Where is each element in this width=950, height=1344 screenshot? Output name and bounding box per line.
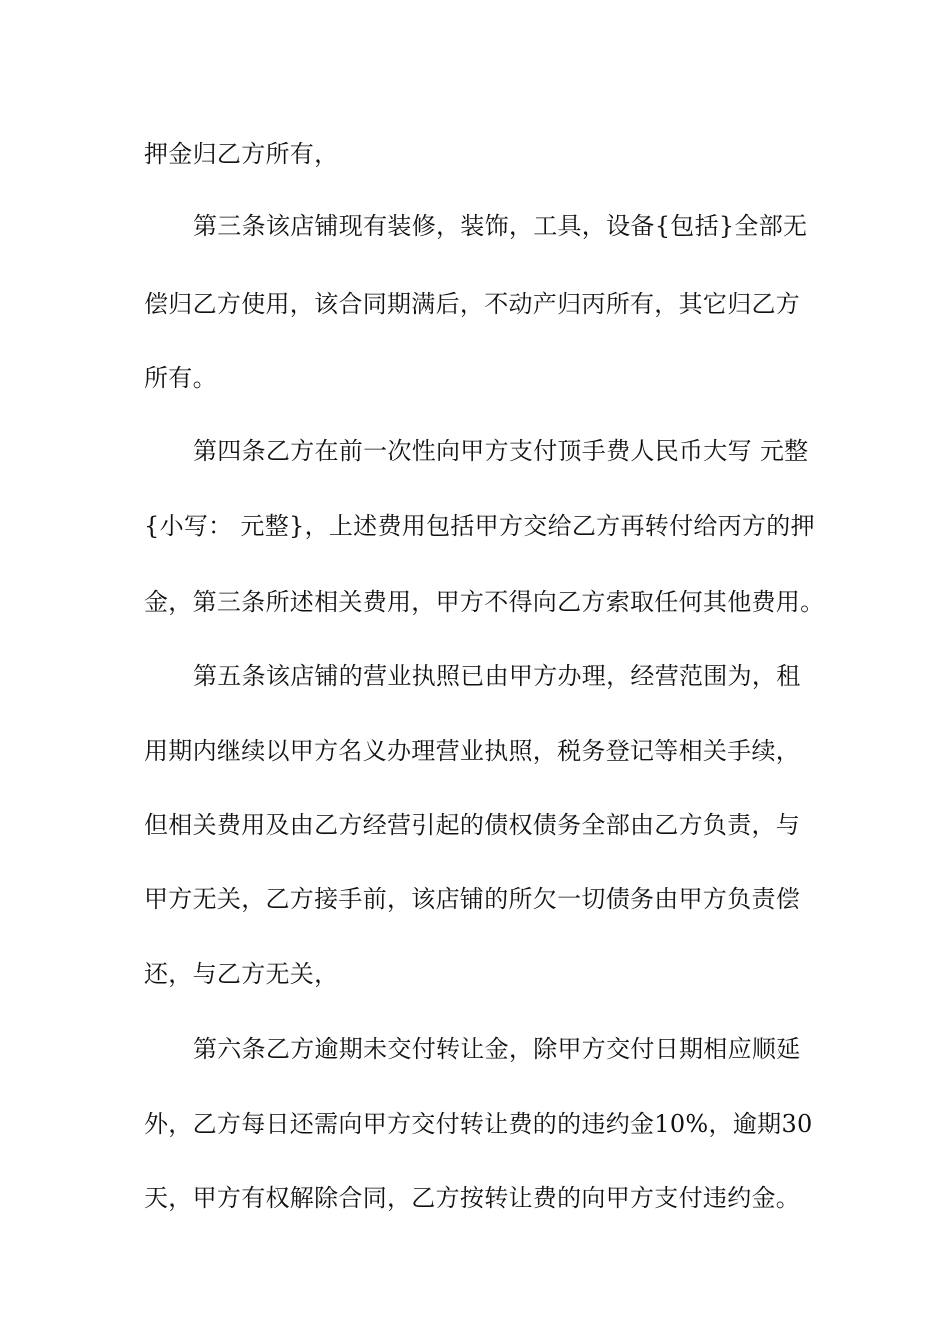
text-line: 所有。 — [144, 364, 217, 392]
text-line: 外，乙方每日还需向甲方交付转让费的的违约金10%，逾期30 — [144, 1110, 813, 1138]
text-line: 用期内继续以甲方名义办理营业执照，税务登记等相关手续， — [144, 737, 801, 765]
text-line: 甲方无关，乙方接手前，该店铺的所欠一切债务由甲方负责偿 — [144, 885, 801, 913]
text-line: 但相关费用及由乙方经营引起的债权债务全部由乙方负责，与 — [144, 811, 801, 839]
text-line: 金，第三条所述相关费用，甲方不得向乙方索取任何其他费用。 — [144, 588, 825, 616]
text-line-article-3: 第三条该店铺现有装修，装饰，工具，设备{包括}全部无 — [193, 212, 808, 240]
text-line-article-4: 第四条乙方在前一次性向甲方支付顶手费人民币大写 元整 — [193, 437, 809, 465]
text-line: 还，与乙方无关， — [144, 960, 339, 988]
text-line: 天，甲方有权解除合同，乙方按转让费的向甲方支付违约金。 — [144, 1184, 801, 1212]
text-line-article-5: 第五条该店铺的营业执照已由甲方办理，经营范围为，租 — [193, 662, 801, 690]
text-line: {小写： 元整}，上述费用包括甲方交给乙方再转付给丙方的押 — [144, 512, 815, 540]
text-line: 押金归乙方所有， — [144, 140, 339, 168]
text-line-article-6: 第六条乙方逾期未交付转让金，除甲方交付日期相应顺延 — [193, 1035, 801, 1063]
text-line: 偿归乙方使用，该合同期满后，不动产归丙所有，其它归乙方 — [144, 290, 801, 318]
